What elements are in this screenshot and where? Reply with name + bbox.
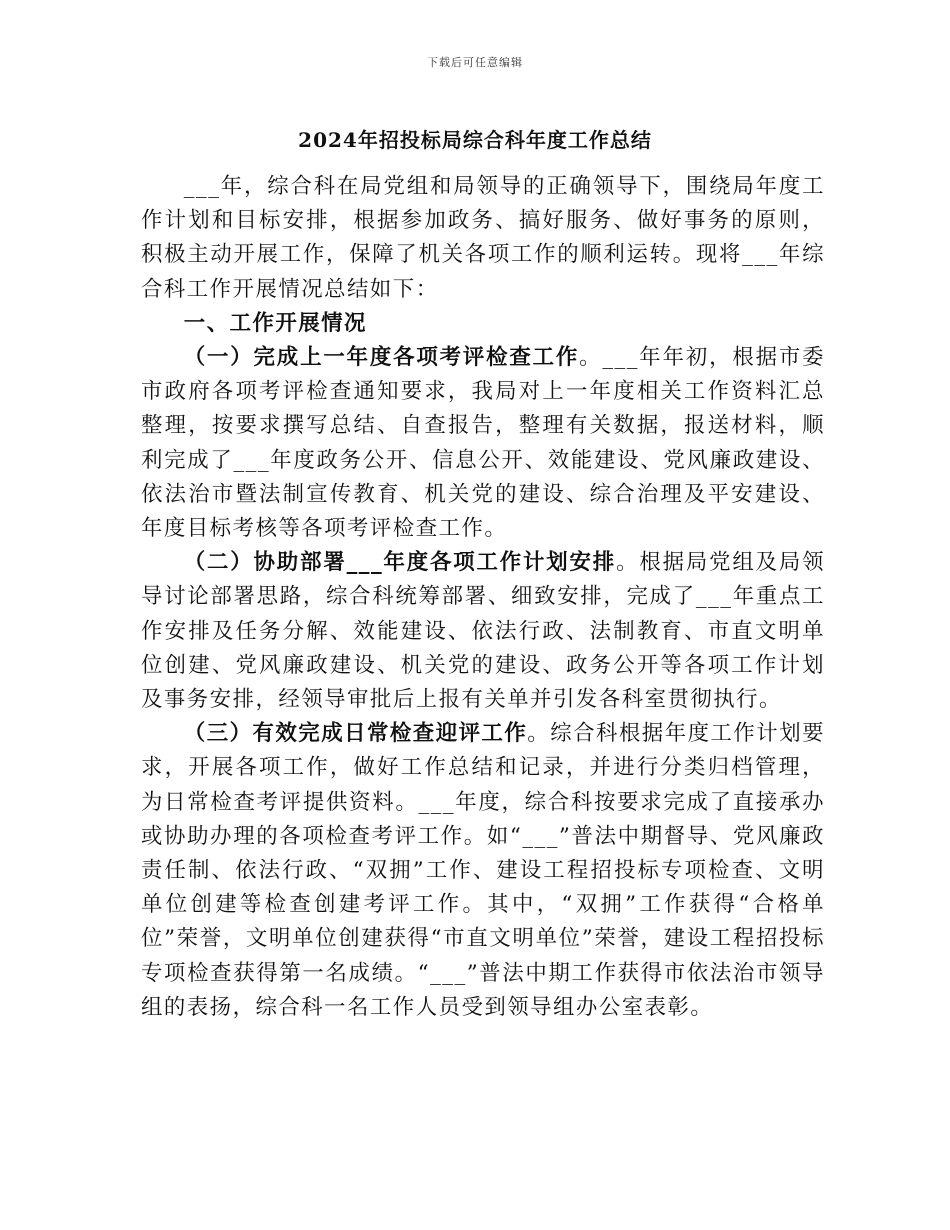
item-lead: （二）协助部署___年度各项工作计划安排 <box>183 550 617 576</box>
item-body: 。综合科根据年度工作计划要求，开展各项工作，做好工作总结和记录，并进行分类归档管理，为日常检查考评提供资料。___年度，综合科按要求完成了直接承办或协助办理的各项检查考评工作。如“___”普法中期督导、党风廉政责任制、依法行政、“双拥”工作、建设工程招投标专项检查、文明单位创建等检查创建考评工作。其中，“双拥”工作获得“合格单位”荣誉，文明单位创建获得“市直文明单位”荣誉，建设工程招投标专项检查获得第一名成绩。“___”普法中期工作获得市依法治市领导组的表扬，综合科一名工作人员受到领导组办公室表彰。 <box>141 721 825 1020</box>
intro-paragraph: ___年，综合科在局党组和局领导的正确领导下，围绕局年度工作计划和目标安排，根据参加政务、搞好服务、做好事务的原则，积极主动开展工作，保障了机关各项工作的顺利运转。现将___年综合科工作开展情况总结如下： <box>141 174 825 302</box>
item-lead: （三）有效完成日常检查迎评工作 <box>183 721 528 747</box>
item-body: 。根据局党组及局领导讨论部署思路，综合科统筹部署、细致安排，完成了___年重点工作安排及任务分解、效能建设、依法行政、法制教育、市直文明单位创建、党风廉政建设、机关党的建设、政务公开等各项工作计划及事务安排，经领导审批后上报有关单并引发各科室贯彻执行。 <box>141 550 825 713</box>
header-note: 下载后可任意编辑 <box>427 56 523 69</box>
item-lead: （一）完成上一年度各项考评检查工作 <box>183 345 580 371</box>
item-paragraph-1 <box>141 341 825 546</box>
item-paragraph-2 <box>141 546 825 717</box>
document-title: 2024年招投标局综合科年度工作总结 <box>298 128 652 152</box>
section-heading: 一、工作开展情况 <box>183 310 367 336</box>
item-paragraph-3 <box>141 717 825 1025</box>
item-body: 。___年年初，根据市委市政府各项考评检查通知要求，我局对上一年度相关工作资料汇总整理，按要求撰写总结、自查报告，整理有关数据，报送材料，顺利完成了___年度政务公开、信息公开、效能建设、党风廉政建设、依法治市暨法制宣传教育、机关党的建设、综合治理及平安建设、年度目标考核等各项考评检查工作。 <box>141 345 825 542</box>
document-body <box>141 170 825 1025</box>
